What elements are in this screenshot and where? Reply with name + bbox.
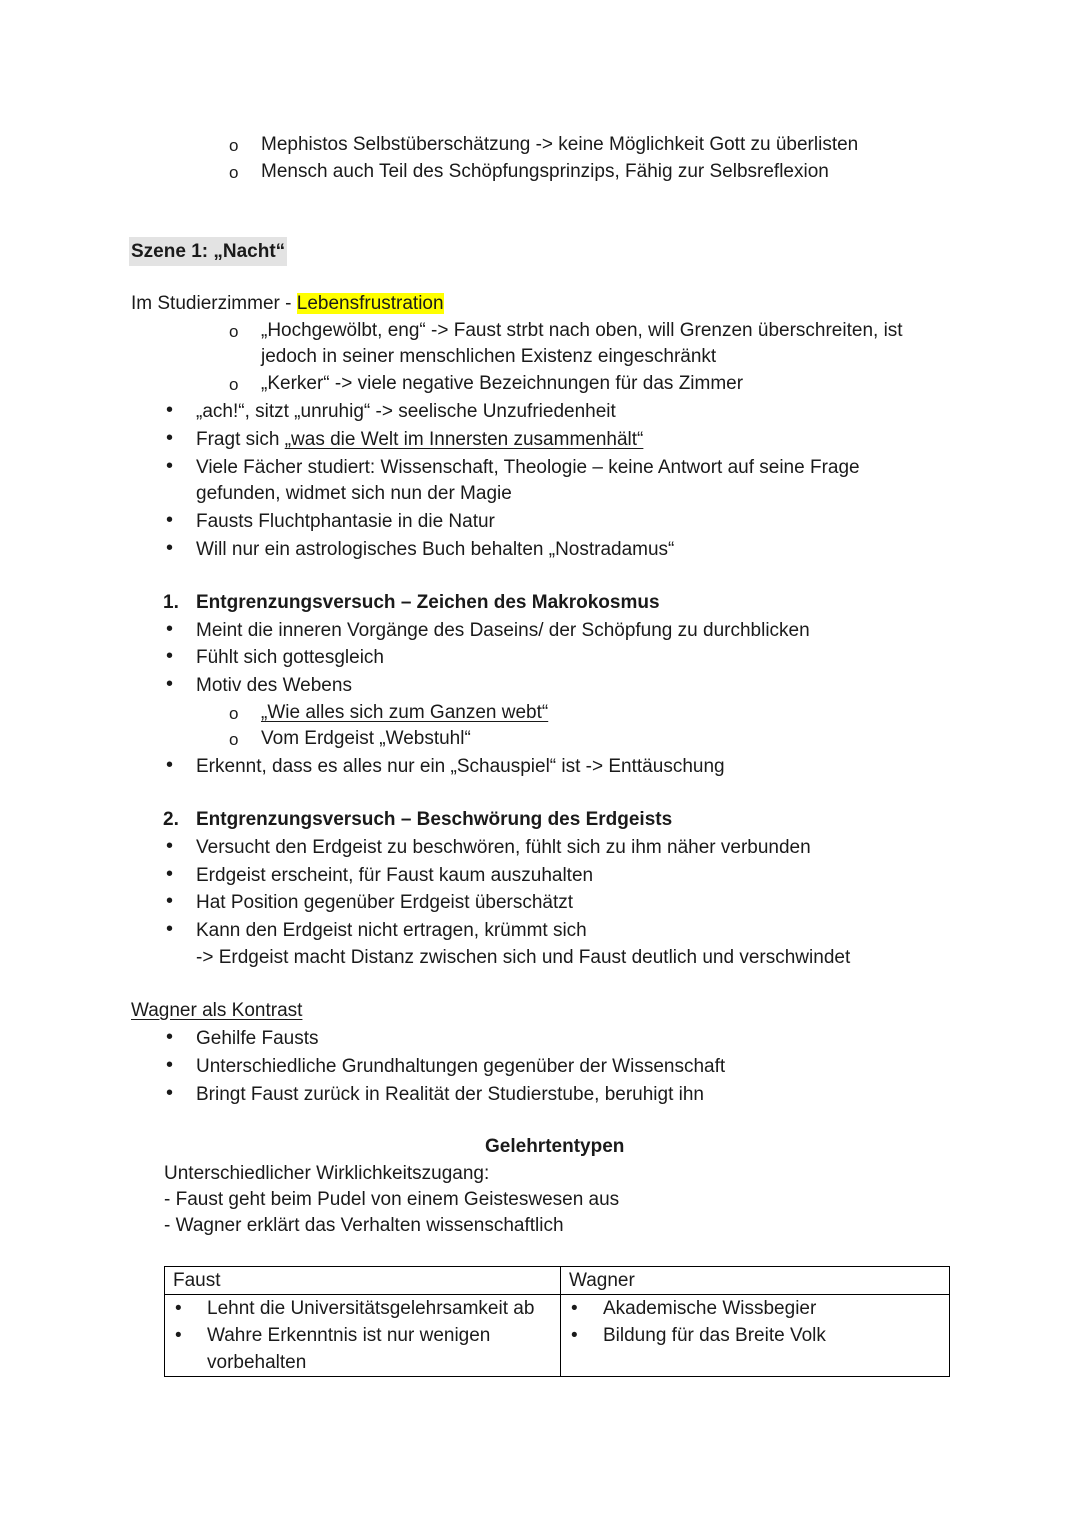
- wagner-table-item1: Akademische Wissbegier: [603, 1298, 817, 1319]
- attempt1-item2: Fühlt sich gottesgleich: [196, 647, 384, 668]
- item-flucht: Fausts Fluchtphantasie in die Natur: [196, 511, 495, 532]
- sub-item-hochgewoelbt-1: „Hochgewölbt, eng“ -> Faust strbt nach oben, will Grenzen überschreiten, ist: [261, 320, 903, 341]
- table-row: [165, 1295, 950, 1377]
- sub-item-hochgewoelbt-2: jedoch in seiner menschlichen Existenz eingeschränkt: [261, 346, 717, 367]
- item-fragt-quote: „was die Welt im Innersten zusammenhält“: [284, 429, 644, 450]
- list-item: [173, 1322, 552, 1376]
- gelehrten-line3: - Wagner erklärt das Verhalten wissenschaftlich: [164, 1215, 564, 1236]
- item-unruhig: „ach!“, sitzt „unruhig“ -> seelische Unzufriedenheit: [196, 401, 616, 422]
- top-item-1: Mephistos Selbstüberschätzung -> keine Möglichkeit Gott zu überlisten: [261, 134, 859, 155]
- bullet-icon: •: [166, 890, 174, 912]
- table-header-row: [165, 1267, 950, 1295]
- sub-item-kerker: „Kerker“ -> viele negative Bezeichnungen für das Zimmer: [261, 373, 744, 394]
- studierzimmer-line: [131, 290, 444, 317]
- circle-bullet-icon: o: [229, 704, 239, 723]
- attempt1-item3: Motiv des Webens: [196, 675, 352, 696]
- bullet-icon: •: [166, 427, 174, 449]
- comparison-table: [164, 1266, 950, 1377]
- circle-bullet-icon: o: [229, 322, 239, 341]
- highlight-lebensfrustration: Lebensfrustration: [296, 293, 444, 314]
- attempt2-item3: Hat Position gegenüber Erdgeist überschätzt: [196, 892, 574, 913]
- table-cell-wagner: [561, 1295, 950, 1377]
- circle-bullet-icon: o: [229, 375, 239, 394]
- attempt1-sub1: „Wie alles sich zum Ganzen webt“: [261, 702, 549, 723]
- attempt1-item1: Meint die inneren Vorgänge des Daseins/ der Schöpfung zu durchblicken: [196, 620, 810, 641]
- list-item: [569, 1322, 941, 1349]
- circle-bullet-icon: o: [229, 730, 239, 749]
- bullet-icon: •: [166, 509, 174, 531]
- wagner-item3: Bringt Faust zurück in Realität der Studierstube, beruhigt ihn: [196, 1084, 704, 1105]
- item-buch: Will nur ein astrologisches Buch behalten „Nostradamus“: [196, 539, 675, 560]
- wagner-item2: Unterschiedliche Grundhaltungen gegenüber der Wissenschaft: [196, 1056, 726, 1077]
- item-fragt-prefix: Fragt sich: [196, 429, 285, 450]
- bullet-icon: •: [166, 673, 174, 695]
- list-item: [173, 1295, 552, 1322]
- gelehrten-line1: Unterschiedlicher Wirklichkeitszugang:: [164, 1163, 490, 1184]
- circle-bullet-icon: o: [229, 136, 239, 155]
- item-fragt: [196, 426, 643, 453]
- bullet-icon: •: [166, 1082, 174, 1104]
- attempt2-title: Entgrenzungsversuch – Beschwörung des Erdgeists: [196, 809, 673, 830]
- faust-item1: Lehnt die Universitätsgelehrsamkeit ab: [207, 1298, 535, 1319]
- bullet-icon: •: [166, 537, 174, 559]
- attempt1-title: Entgrenzungsversuch – Zeichen des Makrokosmus: [196, 592, 660, 613]
- faust-item2-line2: vorbehalten: [207, 1352, 307, 1373]
- bullet-icon: •: [571, 1325, 578, 1346]
- attempt1-sub2: Vom Erdgeist „Webstuhl“: [261, 728, 471, 749]
- faust-item2-line1: Wahre Erkenntnis ist nur wenigen: [207, 1325, 491, 1346]
- attempt2-item2: Erdgeist erscheint, für Faust kaum auszuhalten: [196, 865, 594, 886]
- bullet-icon: •: [166, 1054, 174, 1076]
- table-header-wagner: Wagner: [561, 1267, 950, 1295]
- gelehrten-title: Gelehrtentypen: [485, 1136, 625, 1157]
- attempt2-number: 2.: [163, 809, 179, 830]
- studierzimmer-prefix: Im Studierzimmer -: [131, 293, 297, 314]
- attempt2-continuation: -> Erdgeist macht Distanz zwischen sich und Faust deutlich und verschwindet: [196, 947, 851, 968]
- table-cell-faust: [165, 1295, 561, 1377]
- bullet-icon: •: [166, 1026, 174, 1048]
- wagner-table-item2: Bildung für das Breite Volk: [603, 1325, 826, 1346]
- bullet-icon: •: [166, 835, 174, 857]
- gelehrten-line2: - Faust geht beim Pudel von einem Geisteswesen aus: [164, 1189, 620, 1210]
- bullet-icon: •: [166, 645, 174, 667]
- bullet-icon: •: [166, 455, 174, 477]
- list-item: [569, 1295, 941, 1322]
- bullet-icon: •: [166, 618, 174, 640]
- bullet-icon: •: [166, 863, 174, 885]
- top-item-2: Mensch auch Teil des Schöpfungsprinzips, Fähig zur Selbsreflexion: [261, 161, 829, 182]
- bullet-icon: •: [175, 1325, 182, 1346]
- item-faecher-2: gefunden, widmet sich nun der Magie: [196, 483, 512, 504]
- bullet-icon: •: [571, 1298, 578, 1319]
- attempt1-item4: Erkennt, dass es alles nur ein „Schauspiel“ ist -> Enttäuschung: [196, 756, 725, 777]
- item-faecher-1: Viele Fächer studiert: Wissenschaft, Theologie – keine Antwort auf seine Frage: [196, 457, 860, 478]
- attempt2-item4: Kann den Erdgeist nicht ertragen, krümmt sich: [196, 920, 587, 941]
- wagner-heading: Wagner als Kontrast: [131, 1000, 303, 1021]
- bullet-icon: •: [166, 754, 174, 776]
- bullet-icon: •: [166, 399, 174, 421]
- bullet-icon: •: [175, 1298, 182, 1319]
- attempt2-item1: Versucht den Erdgeist zu beschwören, fühlt sich zu ihm näher verbunden: [196, 837, 811, 858]
- scene-heading: Szene 1: „Nacht“: [129, 237, 287, 266]
- bullet-icon: •: [166, 918, 174, 940]
- circle-bullet-icon: o: [229, 163, 239, 182]
- table-header-faust: Faust: [165, 1267, 561, 1295]
- wagner-item1: Gehilfe Fausts: [196, 1028, 319, 1049]
- attempt1-number: 1.: [163, 592, 179, 613]
